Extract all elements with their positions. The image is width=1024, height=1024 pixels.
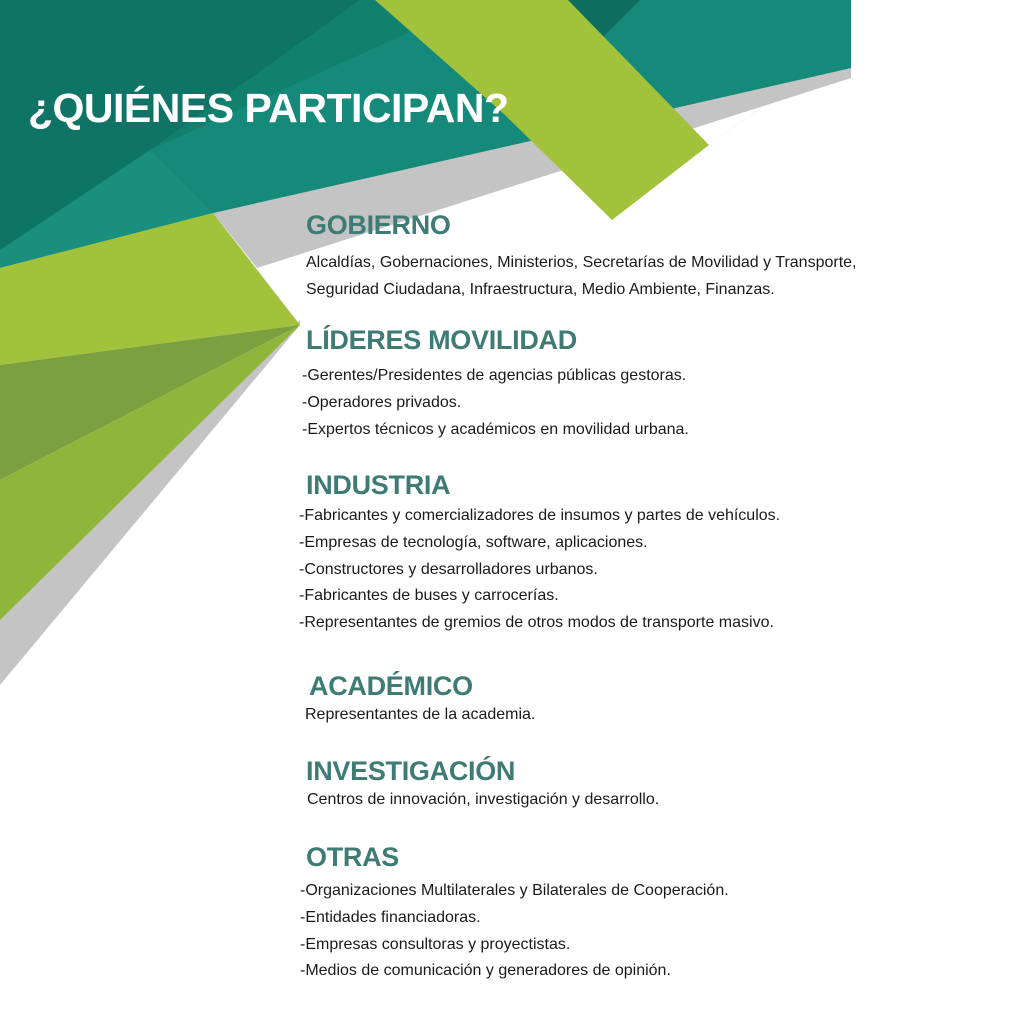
section-heading: GOBIERNO <box>306 210 451 240</box>
section-heading: INVESTIGACIÓN <box>306 756 516 786</box>
section-industria <box>299 470 781 637</box>
list-item: -Fabricantes de buses y carrocerías. <box>299 587 559 605</box>
list-item: -Medios de comunicación y generadores de opinión. <box>300 962 671 980</box>
list-item: -Expertos técnicos y académicos en movilidad urbana. <box>302 420 689 438</box>
section-heading: OTRAS <box>306 842 400 872</box>
list-item: -Operadores privados. <box>302 393 462 411</box>
section-gobierno <box>306 210 856 304</box>
list-item: -Empresas consultoras y proyectistas. <box>300 935 571 953</box>
section-lideres-movilidad <box>302 325 689 443</box>
page-title: ¿QUIÉNES PARTICIPAN? <box>28 85 509 131</box>
section-text: Centros de innovación, investigación y desarrollo. <box>307 791 660 808</box>
section-otras <box>300 842 729 985</box>
section-text: Seguridad Ciudadana, Infraestructura, Medio Ambiente, Finanzas. <box>306 280 775 298</box>
list-item: -Gerentes/Presidentes de agencias públicas gestoras. <box>302 367 687 384</box>
list-item: -Empresas de tecnología, software, aplicaciones. <box>299 533 648 551</box>
list-item: -Organizaciones Multilaterales y Bilaterales de Cooperación. <box>300 882 729 899</box>
list-item: -Representantes de gremios de otros modos de transporte masivo. <box>299 614 774 632</box>
left-green-shards <box>0 213 300 620</box>
section-academico <box>305 671 536 729</box>
list-item: -Entidades financiadoras. <box>300 908 481 926</box>
list-item: -Fabricantes y comercializadores de insumos y partes de vehículos. <box>299 507 781 524</box>
section-text: Representantes de la academia. <box>305 706 536 723</box>
list-item: -Constructores y desarrolladores urbanos. <box>299 560 598 578</box>
section-heading: ACADÉMICO <box>309 671 473 701</box>
section-heading: INDUSTRIA <box>306 470 451 500</box>
section-text: Alcaldías, Gobernaciones, Ministerios, Secretarías de Movilidad y Transporte, <box>306 254 857 271</box>
section-investigacion <box>306 756 659 814</box>
section-heading: LÍDERES MOVILIDAD <box>306 325 577 355</box>
